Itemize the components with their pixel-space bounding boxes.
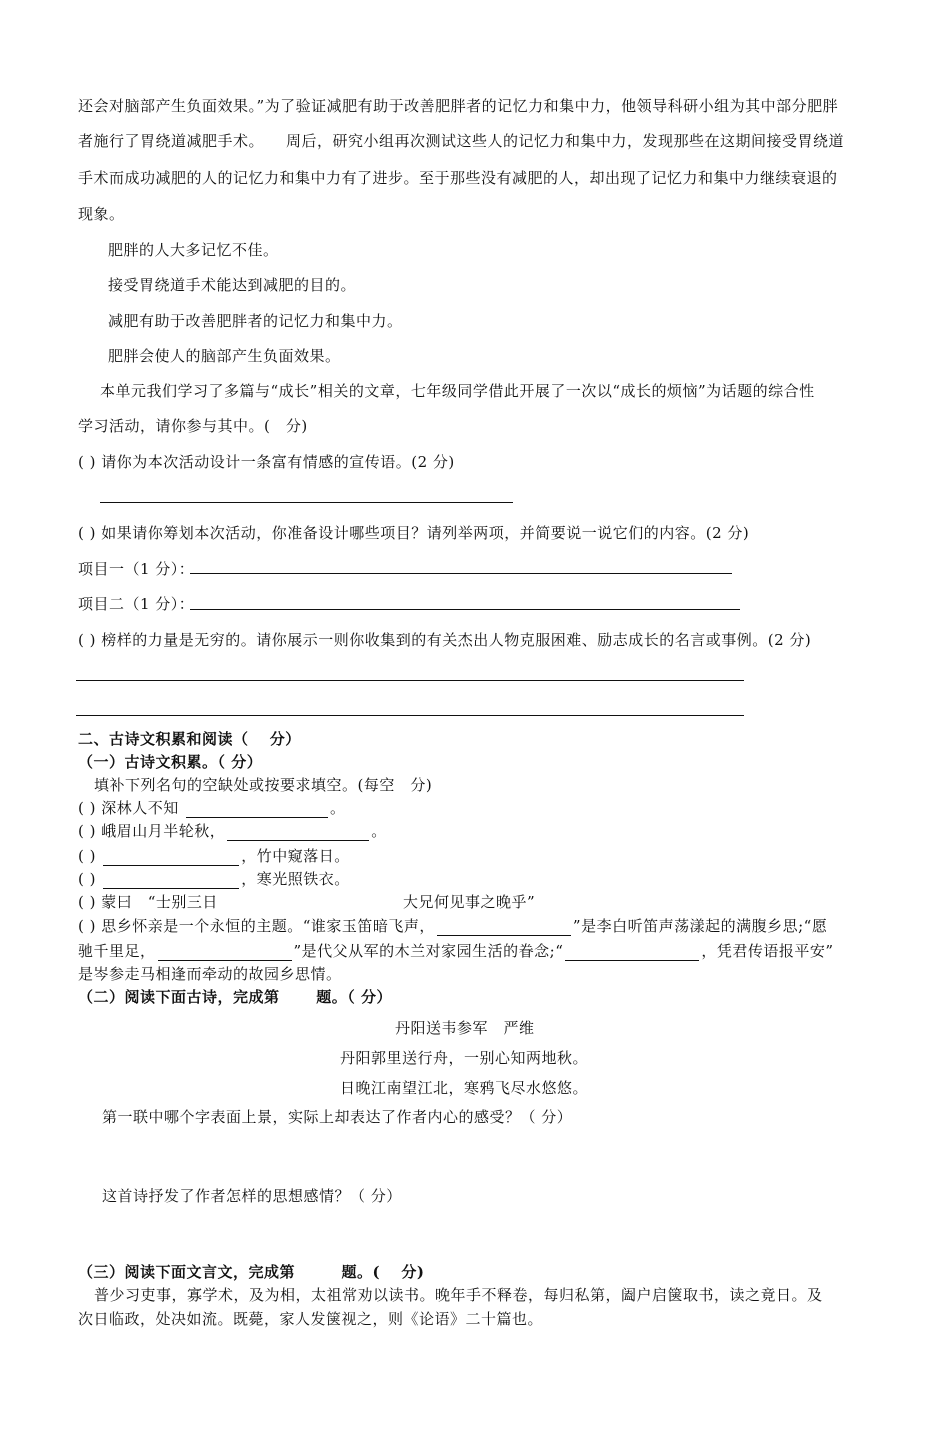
option-3: 减肥有助于改善肥胖者的记忆力和集中力。 xyxy=(108,312,403,330)
fill-item-3-end: ，竹中窥落日。 xyxy=(241,847,350,865)
answer-line-example-1[interactable] xyxy=(76,680,744,681)
poem-question-1: 第一联中哪个字表面上景，实际上却表达了作者内心的感受？（ 分） xyxy=(102,1108,573,1126)
fill-item-2-text: ( ) 峨眉山月半轮秋， xyxy=(78,822,226,840)
fill-item-1-end: 。 xyxy=(330,799,346,817)
option-1: 肥胖的人大多记忆不佳。 xyxy=(108,241,279,259)
fill-item-6-end: ”是李白听笛声荡漾起的满腹乡思;“愿 xyxy=(572,917,828,935)
activity-intro-2: 学习活动，请你参与其中。( 分) xyxy=(78,417,308,435)
poem-question-2: 这首诗抒发了作者怎样的思想感情？（ 分） xyxy=(102,1187,402,1205)
fill-blank-4[interactable] xyxy=(103,871,239,889)
passage-line-2a: 者施行了胃绕道减肥手术。 xyxy=(78,132,265,150)
passage-line-3: 手术而成功减肥的人的记忆力和集中力有了进步。至于那些没有减肥的人，却出现了记忆力和集中力继续衰退的 xyxy=(78,169,838,187)
fill-item-1-text: ( ) 深林人不知 xyxy=(78,799,179,817)
fill-blank-7[interactable] xyxy=(158,943,292,961)
fill-item-8: 是岑参走马相逢而牵动的故园乡思情。 xyxy=(78,965,342,983)
answer-line-project-two[interactable] xyxy=(190,609,740,610)
passage-line-1: 还会对脑部产生负面效果。”为了验证减肥有助于改善肥胖者的记忆力和集中力，他领导科研小组为其中部分肥胖 xyxy=(78,97,839,115)
section-2-1-title: （一）古诗文积累。（ 分） xyxy=(78,753,263,771)
fill-item-5b: 大兄何见事之晚乎” xyxy=(403,893,536,911)
poem-line-2: 日晚江南望江北，寒鸦飞尽水悠悠。 xyxy=(340,1079,589,1097)
fill-blank-2[interactable] xyxy=(227,823,369,841)
project-one-label: 项目一（1 分）： xyxy=(78,560,195,578)
activity-question-3: ( ) 榜样的力量是无穷的。请你展示一则你收集到的有关杰出人物克服困难、励志成长的名言或事例。(2 分) xyxy=(78,631,812,649)
section-2-2-title: （二）阅读下面古诗，完成第 题。（ 分） xyxy=(78,988,392,1006)
activity-question-2: ( ) 如果请你筹划本次活动，你准备设计哪些项目？请列举两项，并简要说一说它们的内容。(2 分) xyxy=(78,524,750,542)
project-two-label: 项目二（1 分）： xyxy=(78,595,195,613)
passage-line-4: 现象。 xyxy=(78,205,125,223)
answer-line-slogan[interactable] xyxy=(100,502,513,503)
fill-item-5a: ( ) 蒙曰 “士别三日 xyxy=(78,893,218,911)
fill-item-6 xyxy=(78,916,827,936)
answer-line-project-one[interactable] xyxy=(190,573,732,574)
answer-line-example-2[interactable] xyxy=(76,715,744,716)
classical-line-1: 普少习吏事，寡学术，及为相，太祖常劝以读书。晚年手不释卷，每归私第，阖户启箧取书，读之竟日。及 xyxy=(94,1286,823,1304)
fill-instruction: 填补下列名句的空缺处或按要求填空。(每空 分) xyxy=(94,776,433,794)
fill-item-3 xyxy=(78,846,350,866)
fill-item-6-text: ( ) 思乡怀亲是一个永恒的主题。“谁家玉笛暗飞声， xyxy=(78,917,435,935)
passage-line-2b: 周后，研究小组再次测试这些人的记忆力和集中力，发现那些在这期间接受胃绕道 xyxy=(286,132,845,150)
poem-title: 丹阳送韦参军 严维 xyxy=(395,1019,535,1037)
fill-item-1 xyxy=(78,798,346,818)
section-2-title: 二、古诗文积累和阅读（ 分） xyxy=(78,730,301,748)
fill-item-2-end: 。 xyxy=(371,822,387,840)
poem-line-1: 丹阳郭里送行舟，一别心知两地秋。 xyxy=(340,1049,589,1067)
fill-item-7-mid: ”是代父从军的木兰对家园生活的眷念;“ xyxy=(293,942,564,960)
fill-item-7-text: 驰千里足， xyxy=(78,942,156,960)
fill-item-7-end: ，凭君传语报平安” xyxy=(701,942,834,960)
fill-item-4 xyxy=(78,869,350,889)
fill-item-3-text: ( ) xyxy=(78,847,96,865)
fill-blank-1[interactable] xyxy=(186,800,328,818)
fill-item-4-text: ( ) xyxy=(78,870,96,888)
activity-question-1: ( ) 请你为本次活动设计一条富有情感的宣传语。(2 分) xyxy=(78,453,455,471)
fill-item-2 xyxy=(78,821,387,841)
fill-blank-8[interactable] xyxy=(565,943,699,961)
fill-item-4-end: ，寒光照铁衣。 xyxy=(241,870,350,888)
option-2: 接受胃绕道手术能达到减肥的目的。 xyxy=(108,276,357,294)
fill-item-7 xyxy=(78,941,834,961)
classical-line-2: 次日临政，处决如流。既薨，家人发箧视之，则《论语》二十篇也。 xyxy=(78,1310,544,1328)
fill-blank-6[interactable] xyxy=(437,918,571,936)
activity-intro-1: 本单元我们学习了多篇与“成长”相关的文章，七年级同学借此开展了一次以“成长的烦恼”为话题的综合性 xyxy=(100,382,815,400)
fill-blank-3[interactable] xyxy=(103,848,239,866)
option-4: 肥胖会使人的脑部产生负面效果。 xyxy=(108,347,341,365)
section-2-3-title: （三）阅读下面文言文，完成第 题。( 分) xyxy=(78,1263,425,1281)
